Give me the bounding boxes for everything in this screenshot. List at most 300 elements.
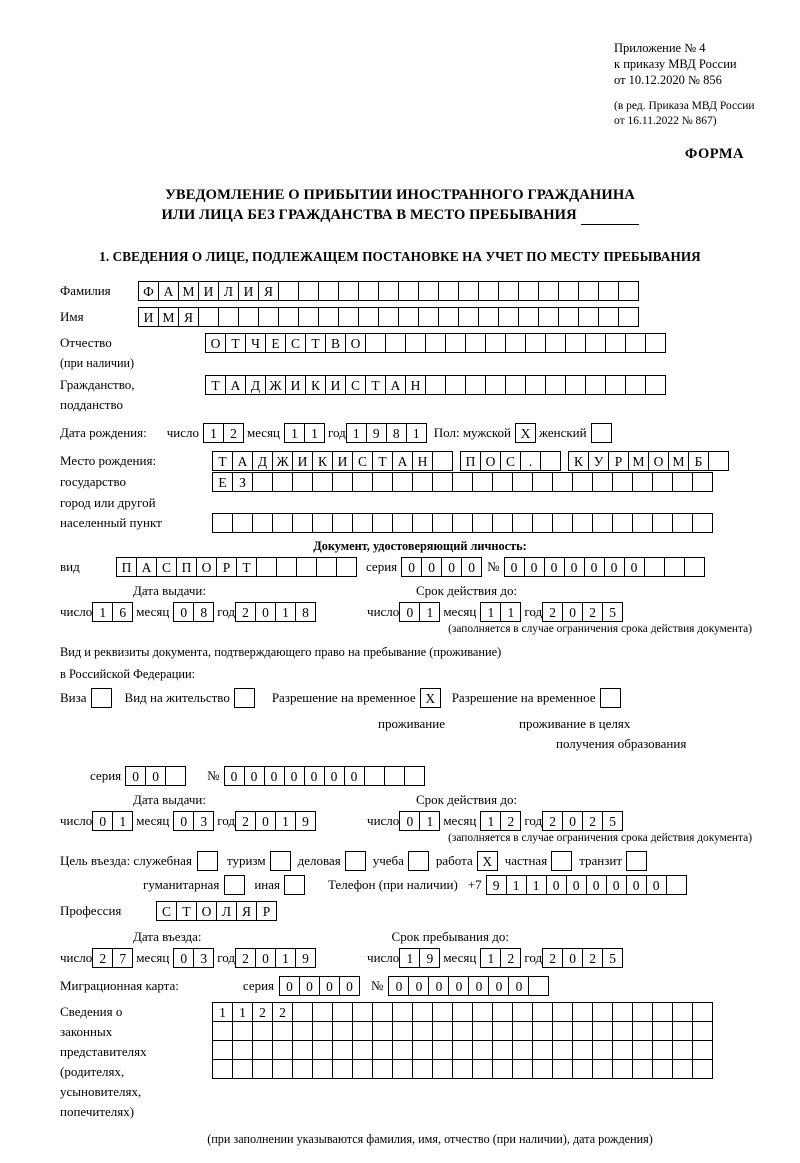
visa-checkbox[interactable] (91, 688, 111, 708)
char-box[interactable]: И (138, 307, 159, 327)
char-box[interactable] (545, 375, 566, 395)
char-box[interactable] (572, 1040, 593, 1060)
char-box[interactable] (412, 1040, 433, 1060)
char-box[interactable]: 0 (562, 948, 583, 968)
stay-end-day-boxes[interactable] (399, 948, 439, 968)
sex-male-checkbox[interactable] (515, 423, 535, 443)
char-box[interactable] (452, 472, 473, 492)
char-box[interactable]: X (477, 851, 498, 871)
char-box[interactable]: X (420, 688, 441, 708)
char-box[interactable] (212, 1040, 233, 1060)
char-box[interactable] (525, 375, 546, 395)
char-box[interactable] (612, 1040, 633, 1060)
char-box[interactable]: 0 (173, 602, 194, 622)
char-box[interactable]: X (515, 423, 536, 443)
char-box[interactable] (452, 1002, 473, 1022)
char-box[interactable] (252, 472, 273, 492)
char-box[interactable] (312, 513, 333, 533)
char-box[interactable] (512, 1059, 533, 1079)
char-box[interactable] (572, 472, 593, 492)
char-box[interactable] (256, 557, 277, 577)
char-box[interactable] (618, 307, 639, 327)
char-box[interactable]: 2 (542, 948, 563, 968)
birth-state-boxes[interactable] (212, 451, 452, 471)
purpose-business-checkbox[interactable] (345, 851, 365, 871)
patronymic-boxes[interactable] (205, 333, 665, 353)
char-box[interactable] (197, 851, 218, 871)
char-box[interactable] (272, 1040, 293, 1060)
char-box[interactable]: С (500, 451, 521, 471)
char-box[interactable] (664, 557, 685, 577)
char-box[interactable]: Я (178, 307, 199, 327)
char-box[interactable] (692, 1040, 713, 1060)
char-box[interactable]: П (176, 557, 197, 577)
stay-end-month-boxes[interactable] (480, 948, 520, 968)
char-box[interactable] (332, 513, 353, 533)
char-box[interactable]: А (232, 451, 253, 471)
char-box[interactable]: 2 (582, 602, 603, 622)
char-box[interactable]: 0 (546, 875, 567, 895)
char-box[interactable]: И (325, 375, 346, 395)
char-box[interactable] (492, 472, 513, 492)
char-box[interactable] (605, 333, 626, 353)
char-box[interactable]: 1 (112, 811, 133, 831)
char-box[interactable] (592, 1002, 613, 1022)
char-box[interactable]: Р (608, 451, 629, 471)
char-box[interactable] (372, 472, 393, 492)
char-box[interactable] (472, 1059, 493, 1079)
birth-city-line2-boxes[interactable] (212, 472, 712, 492)
char-box[interactable] (666, 875, 687, 895)
char-box[interactable]: 5 (602, 948, 623, 968)
char-box[interactable]: 0 (173, 948, 194, 968)
char-box[interactable] (398, 307, 419, 327)
char-box[interactable] (352, 1021, 373, 1041)
doc-issue-month-boxes[interactable] (173, 602, 213, 622)
char-box[interactable] (292, 1021, 313, 1041)
char-box[interactable] (492, 1002, 513, 1022)
char-box[interactable]: 0 (299, 976, 320, 996)
citizenship-boxes[interactable] (205, 375, 665, 395)
char-box[interactable]: 0 (264, 766, 285, 786)
char-box[interactable] (378, 307, 399, 327)
char-box[interactable] (598, 281, 619, 301)
char-box[interactable]: А (136, 557, 157, 577)
legal-rep-row-2[interactable] (212, 1021, 712, 1041)
char-box[interactable] (538, 307, 559, 327)
char-box[interactable] (392, 1059, 413, 1079)
char-box[interactable] (198, 307, 219, 327)
char-box[interactable]: И (238, 281, 259, 301)
char-box[interactable] (432, 451, 453, 471)
char-box[interactable] (212, 513, 233, 533)
char-box[interactable] (392, 472, 413, 492)
char-box[interactable]: 0 (562, 602, 583, 622)
char-box[interactable]: 0 (584, 557, 605, 577)
char-box[interactable]: О (480, 451, 501, 471)
legal-rep-row-1[interactable] (212, 1002, 712, 1022)
char-box[interactable] (372, 1059, 393, 1079)
char-box[interactable] (432, 513, 453, 533)
char-box[interactable]: 1 (275, 948, 296, 968)
char-box[interactable] (632, 1021, 653, 1041)
purpose-service-checkbox[interactable] (197, 851, 217, 871)
birth-city-part2-boxes[interactable] (568, 451, 728, 471)
char-box[interactable] (532, 1002, 553, 1022)
char-box[interactable] (234, 688, 255, 708)
purpose-tourism-checkbox[interactable] (270, 851, 290, 871)
char-box[interactable] (312, 1059, 333, 1079)
char-box[interactable] (592, 1021, 613, 1041)
migration-card-number-boxes[interactable] (388, 976, 548, 996)
char-box[interactable]: 0 (344, 766, 365, 786)
char-box[interactable]: 5 (602, 602, 623, 622)
char-box[interactable]: 2 (582, 811, 603, 831)
char-box[interactable] (238, 307, 259, 327)
char-box[interactable]: 1 (212, 1002, 233, 1022)
char-box[interactable] (558, 281, 579, 301)
temp-residence-checkbox[interactable] (420, 688, 440, 708)
char-box[interactable]: 2 (542, 602, 563, 622)
char-box[interactable] (276, 557, 297, 577)
char-box[interactable] (392, 513, 413, 533)
char-box[interactable]: 1 (419, 811, 440, 831)
char-box[interactable]: О (205, 333, 226, 353)
char-box[interactable] (672, 1002, 693, 1022)
char-box[interactable]: С (352, 451, 373, 471)
char-box[interactable] (385, 333, 406, 353)
char-box[interactable] (578, 281, 599, 301)
char-box[interactable]: 1 (284, 423, 305, 443)
char-box[interactable]: 9 (486, 875, 507, 895)
char-box[interactable] (645, 375, 666, 395)
char-box[interactable] (532, 1040, 553, 1060)
char-box[interactable]: 0 (604, 557, 625, 577)
char-box[interactable]: Т (365, 375, 386, 395)
char-box[interactable] (412, 1002, 433, 1022)
char-box[interactable] (472, 1040, 493, 1060)
char-box[interactable]: 2 (500, 948, 521, 968)
char-box[interactable]: 2 (500, 811, 521, 831)
char-box[interactable] (392, 1040, 413, 1060)
purpose-transit-checkbox[interactable] (626, 851, 646, 871)
char-box[interactable] (232, 1059, 253, 1079)
char-box[interactable]: . (520, 451, 541, 471)
purpose-humanitarian-checkbox[interactable] (224, 875, 244, 895)
char-box[interactable] (652, 1040, 673, 1060)
char-box[interactable] (572, 513, 593, 533)
char-box[interactable] (692, 1002, 713, 1022)
char-box[interactable]: 2 (223, 423, 244, 443)
char-box[interactable] (332, 1040, 353, 1060)
char-box[interactable] (252, 1021, 273, 1041)
char-box[interactable] (404, 766, 425, 786)
char-box[interactable]: Р (216, 557, 237, 577)
char-box[interactable] (372, 513, 393, 533)
char-box[interactable] (278, 307, 299, 327)
char-box[interactable] (372, 1040, 393, 1060)
char-box[interactable] (296, 557, 317, 577)
name-boxes[interactable] (138, 307, 638, 327)
char-box[interactable] (512, 1021, 533, 1041)
char-box[interactable]: 0 (606, 875, 627, 895)
char-box[interactable]: 0 (441, 557, 462, 577)
char-box[interactable]: О (345, 333, 366, 353)
char-box[interactable] (338, 281, 359, 301)
char-box[interactable] (272, 1021, 293, 1041)
char-box[interactable] (672, 1040, 693, 1060)
char-box[interactable]: 8 (386, 423, 407, 443)
char-box[interactable] (652, 1059, 673, 1079)
char-box[interactable] (585, 333, 606, 353)
char-box[interactable] (552, 1059, 573, 1079)
char-box[interactable] (358, 281, 379, 301)
char-box[interactable] (352, 472, 373, 492)
char-box[interactable]: К (305, 375, 326, 395)
char-box[interactable] (492, 1040, 513, 1060)
char-box[interactable] (626, 851, 647, 871)
char-box[interactable]: О (196, 557, 217, 577)
char-box[interactable] (592, 1040, 613, 1060)
char-box[interactable]: С (285, 333, 306, 353)
char-box[interactable] (598, 307, 619, 327)
char-box[interactable] (352, 513, 373, 533)
doc-issue-year-boxes[interactable] (235, 602, 315, 622)
char-box[interactable]: 0 (399, 602, 420, 622)
char-box[interactable]: 1 (203, 423, 224, 443)
char-box[interactable]: У (588, 451, 609, 471)
char-box[interactable] (552, 1040, 573, 1060)
char-box[interactable] (565, 375, 586, 395)
char-box[interactable]: 1 (419, 602, 440, 622)
char-box[interactable] (312, 1002, 333, 1022)
char-box[interactable] (212, 1059, 233, 1079)
char-box[interactable]: 0 (255, 602, 276, 622)
char-box[interactable] (532, 472, 553, 492)
char-box[interactable]: Т (305, 333, 326, 353)
char-box[interactable] (498, 307, 519, 327)
char-box[interactable] (498, 281, 519, 301)
char-box[interactable]: Н (405, 375, 426, 395)
char-box[interactable]: 0 (586, 875, 607, 895)
char-box[interactable] (692, 472, 713, 492)
char-box[interactable] (408, 851, 429, 871)
char-box[interactable] (551, 851, 572, 871)
char-box[interactable]: 1 (346, 423, 367, 443)
char-box[interactable] (292, 513, 313, 533)
char-box[interactable]: Ж (265, 375, 286, 395)
char-box[interactable]: Л (218, 281, 239, 301)
birth-city-part1-boxes[interactable] (460, 451, 560, 471)
char-box[interactable] (518, 281, 539, 301)
char-box[interactable] (224, 875, 245, 895)
char-box[interactable] (672, 472, 693, 492)
char-box[interactable] (432, 1059, 453, 1079)
char-box[interactable] (458, 281, 479, 301)
char-box[interactable]: Л (216, 901, 237, 921)
char-box[interactable] (312, 1040, 333, 1060)
char-box[interactable] (632, 513, 653, 533)
char-box[interactable]: И (332, 451, 353, 471)
char-box[interactable] (552, 1021, 573, 1041)
char-box[interactable]: Н (412, 451, 433, 471)
stay-issue-month-boxes[interactable] (173, 811, 213, 831)
char-box[interactable] (452, 513, 473, 533)
char-box[interactable] (332, 1002, 353, 1022)
char-box[interactable] (392, 1021, 413, 1041)
char-box[interactable]: М (178, 281, 199, 301)
char-box[interactable]: 0 (626, 875, 647, 895)
char-box[interactable]: 0 (566, 875, 587, 895)
char-box[interactable] (605, 375, 626, 395)
char-box[interactable]: А (225, 375, 246, 395)
char-box[interactable] (458, 307, 479, 327)
char-box[interactable] (316, 557, 337, 577)
profession-boxes[interactable] (156, 901, 276, 921)
char-box[interactable] (472, 1002, 493, 1022)
doc-series-boxes[interactable] (401, 557, 481, 577)
char-box[interactable] (572, 1021, 593, 1041)
char-box[interactable] (652, 472, 673, 492)
char-box[interactable] (618, 281, 639, 301)
char-box[interactable]: 0 (421, 557, 442, 577)
char-box[interactable]: М (158, 307, 179, 327)
char-box[interactable] (552, 1002, 573, 1022)
char-box[interactable]: 0 (401, 557, 422, 577)
phone-boxes[interactable] (486, 875, 686, 895)
char-box[interactable] (512, 1040, 533, 1060)
char-box[interactable] (591, 423, 612, 443)
char-box[interactable] (332, 1021, 353, 1041)
char-box[interactable]: 0 (255, 948, 276, 968)
char-box[interactable]: 2 (582, 948, 603, 968)
char-box[interactable]: П (460, 451, 481, 471)
birth-month-boxes[interactable] (284, 423, 324, 443)
residence-permit-checkbox[interactable] (234, 688, 254, 708)
char-box[interactable]: 0 (279, 976, 300, 996)
char-box[interactable] (572, 1002, 593, 1022)
char-box[interactable] (485, 333, 506, 353)
char-box[interactable]: 1 (526, 875, 547, 895)
char-box[interactable] (438, 307, 459, 327)
char-box[interactable] (652, 513, 673, 533)
char-box[interactable]: 2 (252, 1002, 273, 1022)
char-box[interactable] (270, 851, 291, 871)
char-box[interactable]: Е (265, 333, 286, 353)
char-box[interactable]: 0 (145, 766, 166, 786)
char-box[interactable]: 0 (408, 976, 429, 996)
char-box[interactable]: С (156, 901, 177, 921)
char-box[interactable]: 0 (399, 811, 420, 831)
char-box[interactable] (412, 1021, 433, 1041)
char-box[interactable]: О (196, 901, 217, 921)
char-box[interactable]: 5 (602, 811, 623, 831)
char-box[interactable]: 0 (244, 766, 265, 786)
purpose-private-checkbox[interactable] (551, 851, 571, 871)
char-box[interactable] (378, 281, 399, 301)
stay-end-year-boxes[interactable] (542, 948, 622, 968)
char-box[interactable] (632, 472, 653, 492)
char-box[interactable] (392, 1002, 413, 1022)
char-box[interactable]: 1 (480, 602, 501, 622)
char-box[interactable]: К (312, 451, 333, 471)
char-box[interactable] (465, 333, 486, 353)
char-box[interactable]: 0 (304, 766, 325, 786)
char-box[interactable] (258, 307, 279, 327)
birth-day-boxes[interactable] (203, 423, 243, 443)
entry-month-boxes[interactable] (173, 948, 213, 968)
char-box[interactable] (492, 1059, 513, 1079)
char-box[interactable]: П (116, 557, 137, 577)
char-box[interactable]: Т (176, 901, 197, 921)
char-box[interactable] (592, 513, 613, 533)
char-box[interactable]: 8 (295, 602, 316, 622)
char-box[interactable] (612, 1059, 633, 1079)
legal-rep-row-3[interactable] (212, 1040, 712, 1060)
char-box[interactable]: Ф (138, 281, 159, 301)
char-box[interactable] (445, 333, 466, 353)
char-box[interactable] (532, 513, 553, 533)
char-box[interactable] (272, 1059, 293, 1079)
char-box[interactable] (652, 1002, 673, 1022)
char-box[interactable] (538, 281, 559, 301)
char-box[interactable]: 1 (92, 602, 113, 622)
purpose-other-checkbox[interactable] (284, 875, 304, 895)
char-box[interactable] (432, 1002, 453, 1022)
char-box[interactable] (298, 307, 319, 327)
char-box[interactable] (672, 1021, 693, 1041)
char-box[interactable] (692, 513, 713, 533)
char-box[interactable]: И (198, 281, 219, 301)
char-box[interactable]: М (628, 451, 649, 471)
stay-valid-month-boxes[interactable] (480, 811, 520, 831)
char-box[interactable] (644, 557, 665, 577)
stay-issue-day-boxes[interactable] (92, 811, 132, 831)
char-box[interactable] (585, 375, 606, 395)
purpose-work-checkbox[interactable] (477, 851, 497, 871)
char-box[interactable] (278, 281, 299, 301)
char-box[interactable]: 9 (366, 423, 387, 443)
edu-residence-checkbox[interactable] (600, 688, 620, 708)
char-box[interactable]: Р (256, 901, 277, 921)
char-box[interactable] (412, 1059, 433, 1079)
char-box[interactable]: 7 (112, 948, 133, 968)
char-box[interactable]: Д (245, 375, 266, 395)
char-box[interactable]: 1 (275, 602, 296, 622)
char-box[interactable]: Ж (272, 451, 293, 471)
char-box[interactable]: 1 (399, 948, 420, 968)
char-box[interactable] (478, 307, 499, 327)
char-box[interactable]: 0 (284, 766, 305, 786)
char-box[interactable] (405, 333, 426, 353)
char-box[interactable]: Б (688, 451, 709, 471)
char-box[interactable] (232, 1040, 253, 1060)
char-box[interactable] (232, 1021, 253, 1041)
char-box[interactable] (505, 375, 526, 395)
char-box[interactable] (492, 1021, 513, 1041)
char-box[interactable]: С (345, 375, 366, 395)
char-box[interactable] (91, 688, 112, 708)
char-box[interactable] (672, 513, 693, 533)
char-box[interactable] (645, 333, 666, 353)
char-box[interactable]: 9 (295, 811, 316, 831)
char-box[interactable] (298, 281, 319, 301)
char-box[interactable]: 0 (388, 976, 409, 996)
char-box[interactable] (452, 1059, 473, 1079)
migration-card-series-boxes[interactable] (279, 976, 359, 996)
char-box[interactable]: 0 (125, 766, 146, 786)
char-box[interactable] (384, 766, 405, 786)
